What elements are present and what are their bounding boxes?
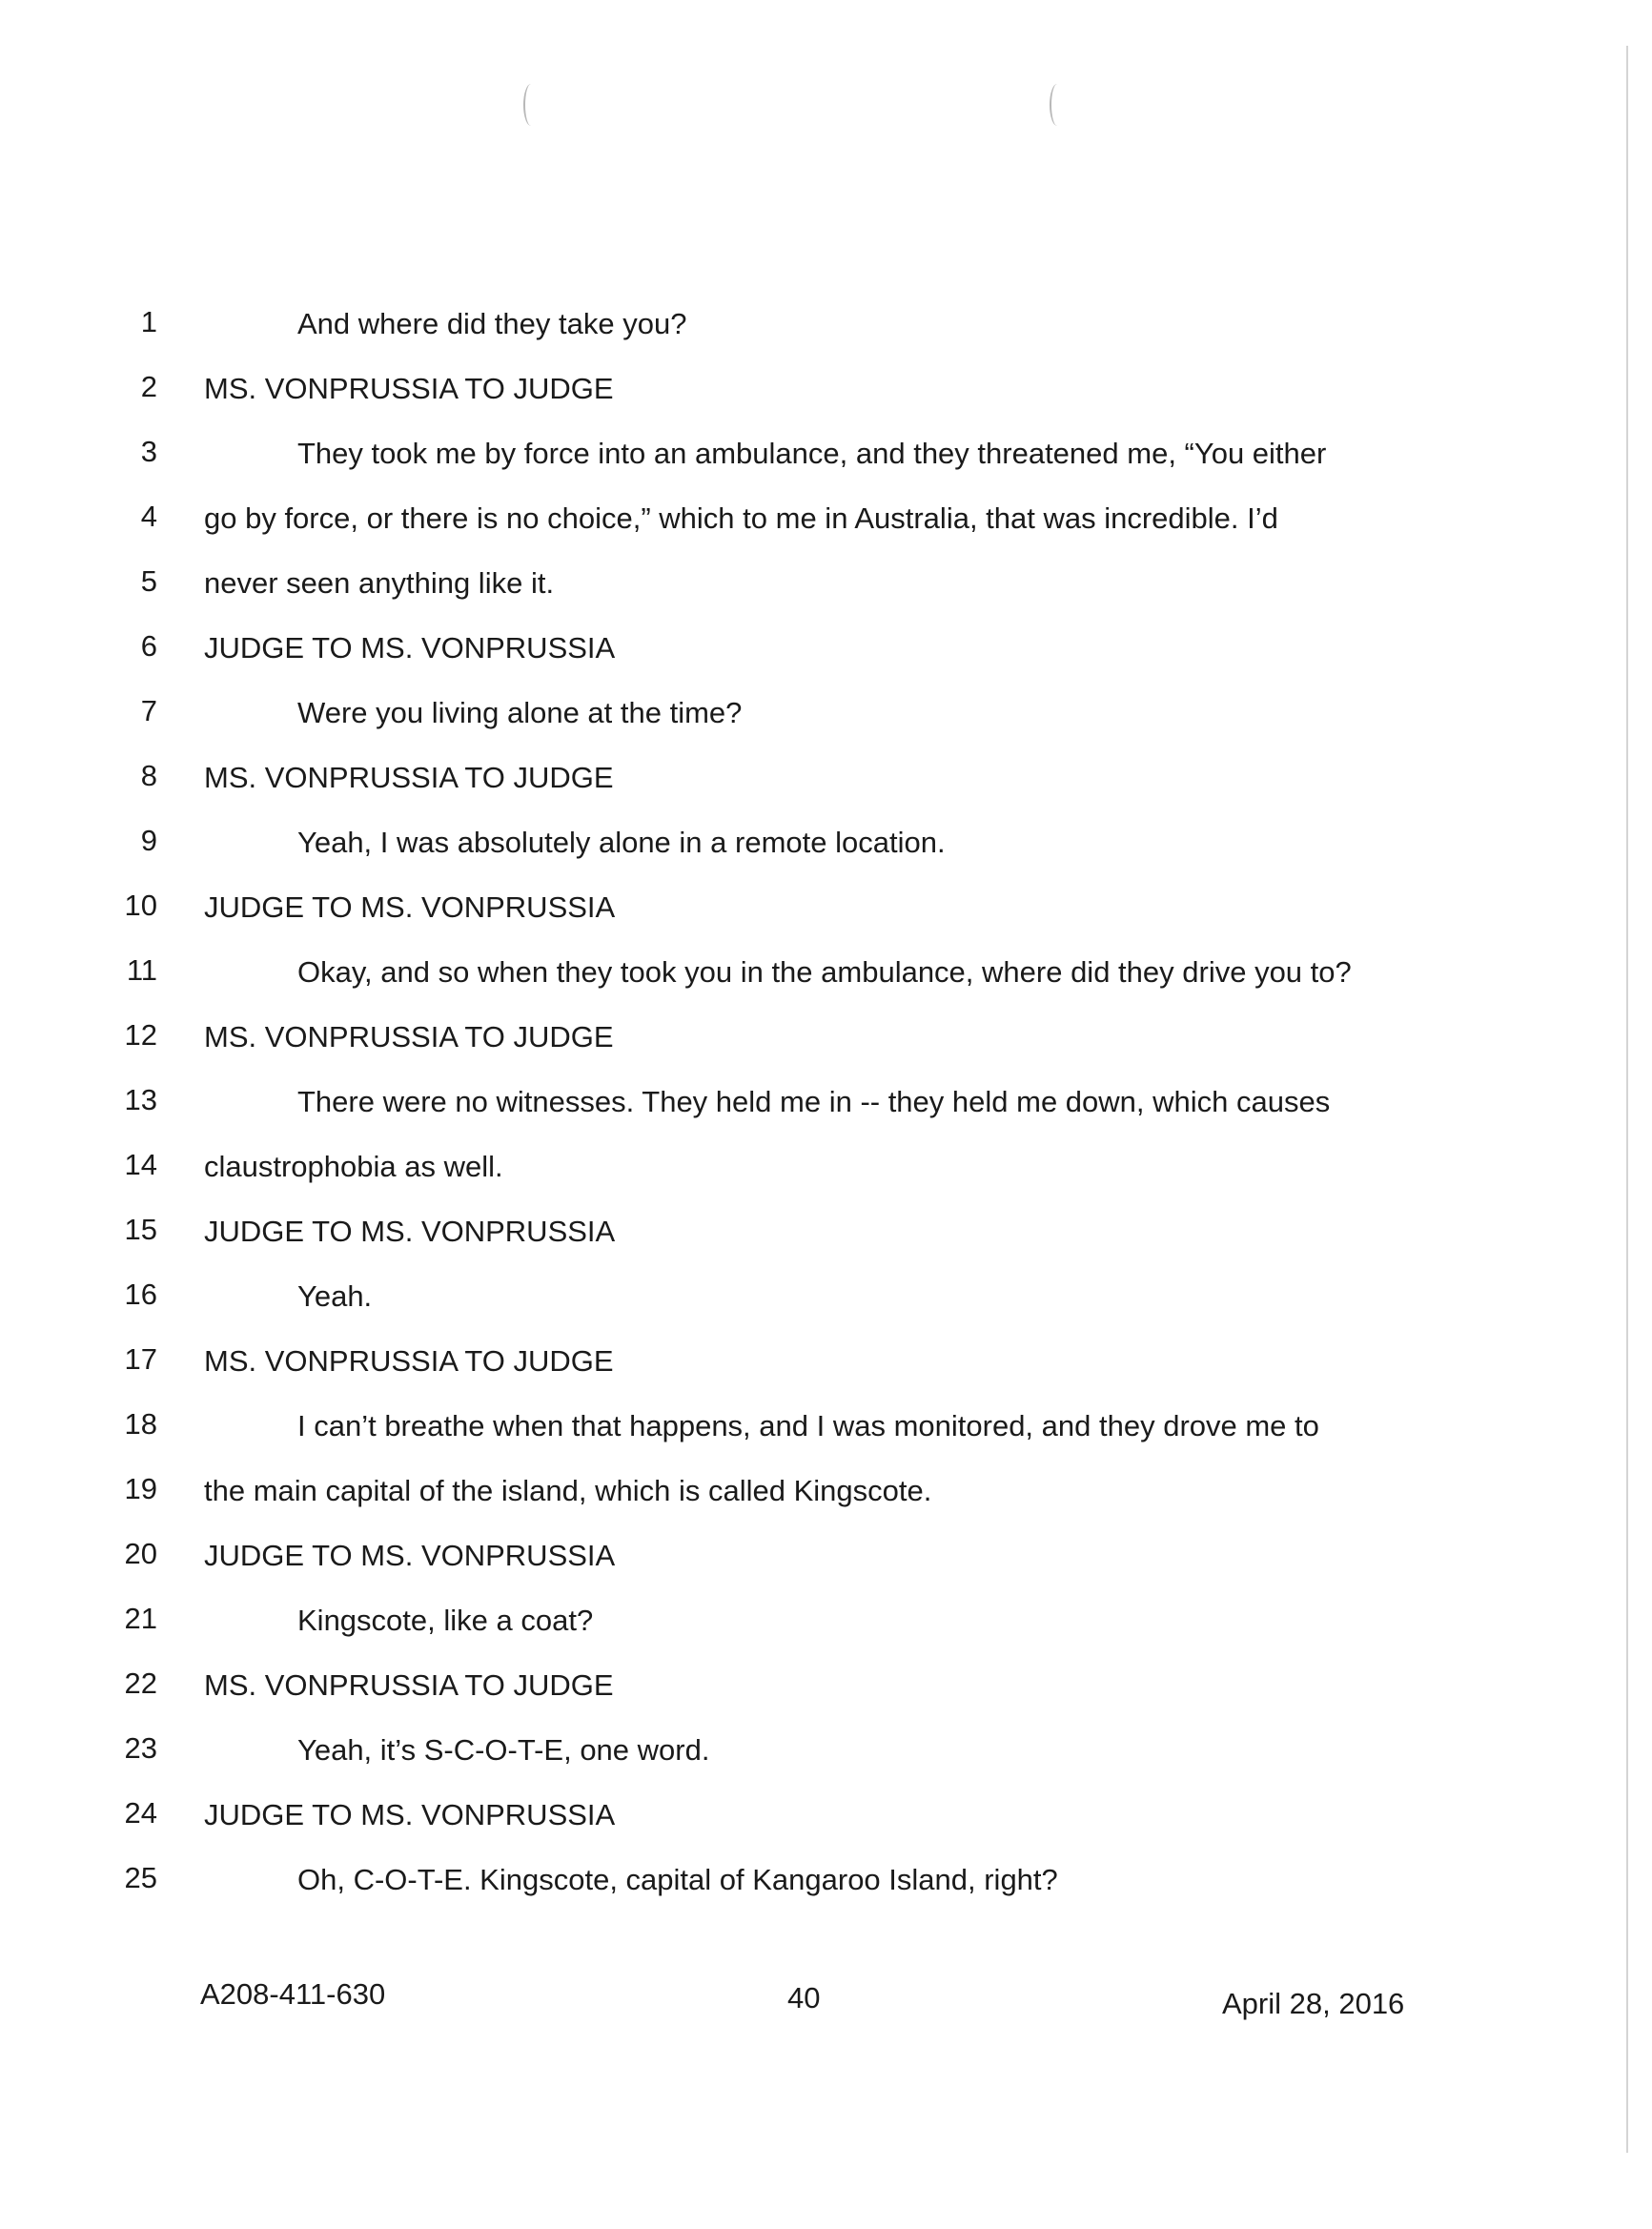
line-text: MS. VONPRUSSIA TO JUDGE [204, 761, 614, 794]
line-number: 21 [124, 1602, 157, 1635]
line-text: Yeah, it’s S-C-O-T-E, one word. [297, 1733, 710, 1767]
line-text: There were no witnesses. They held me in -- they held me down, which causes [297, 1085, 1331, 1118]
line-number: 1 [140, 305, 157, 338]
line-number: 5 [140, 564, 157, 598]
line-number: 11 [126, 953, 157, 987]
hole-punch-mark [523, 84, 539, 126]
transcript-line [0, 303, 1652, 368]
hole-punch-mark [1050, 84, 1065, 126]
line-number: 17 [124, 1342, 157, 1376]
page-number: 40 [787, 1981, 821, 2014]
line-text: I can’t breathe when that happens, and I was monitored, and they drove me to [297, 1409, 1319, 1442]
transcript-line [0, 1535, 1652, 1600]
transcript-line [0, 951, 1652, 1016]
case-number: A208-411-630 [200, 1977, 386, 2011]
line-text: MS. VONPRUSSIA TO JUDGE [204, 1344, 614, 1378]
transcript-line [0, 627, 1652, 692]
line-text: MS. VONPRUSSIA TO JUDGE [204, 1020, 614, 1053]
transcript-line [0, 498, 1652, 562]
line-number: 4 [140, 500, 157, 533]
transcript-line [0, 368, 1652, 433]
hearing-date: April 28, 2016 [1222, 1987, 1405, 2020]
line-text: And where did they take you? [297, 307, 687, 340]
transcript-line [0, 1276, 1652, 1340]
transcript-line [0, 1405, 1652, 1470]
transcript-line [0, 433, 1652, 498]
line-number: 12 [124, 1018, 157, 1052]
line-text: Okay, and so when they took you in the ambulance, where did they drive you to? [297, 955, 1352, 989]
line-text: Yeah. [297, 1279, 373, 1313]
line-text: JUDGE TO MS. VONPRUSSIA [204, 1798, 616, 1831]
line-number: 24 [124, 1796, 157, 1830]
line-text: Oh, C-O-T-E. Kingscote, capital of Kangaroo Island, right? [297, 1863, 1058, 1896]
transcript-line [0, 1600, 1652, 1665]
transcript-line [0, 1665, 1652, 1729]
transcript-line [0, 1340, 1652, 1405]
line-text: the main capital of the island, which is called Kingscote. [204, 1474, 932, 1507]
line-number: 10 [124, 889, 157, 922]
page-footer [0, 1977, 1652, 2025]
line-number: 9 [140, 824, 157, 857]
line-number: 15 [124, 1213, 157, 1246]
transcript-line [0, 822, 1652, 887]
line-number: 13 [124, 1083, 157, 1116]
transcript-line [0, 1729, 1652, 1794]
line-text: MS. VONPRUSSIA TO JUDGE [204, 1668, 614, 1702]
line-text: claustrophobia as well. [204, 1150, 503, 1183]
transcript-line [0, 692, 1652, 757]
line-text: go by force, or there is no choice,” which to me in Australia, that was incredible. I’d [204, 501, 1278, 535]
transcript-line [0, 1081, 1652, 1146]
line-number: 7 [140, 694, 157, 727]
transcript-body [0, 303, 1652, 1924]
transcript-line [0, 1016, 1652, 1081]
line-text: JUDGE TO MS. VONPRUSSIA [204, 890, 616, 924]
transcript-line [0, 887, 1652, 951]
line-text: They took me by force into an ambulance, and they threatened me, “You either [297, 437, 1327, 470]
transcript-line [0, 1794, 1652, 1859]
line-number: 16 [124, 1278, 157, 1311]
transcript-line [0, 1470, 1652, 1535]
line-text: Kingscote, like a coat? [297, 1604, 594, 1637]
transcript-line [0, 757, 1652, 822]
line-number: 6 [140, 629, 157, 663]
transcript-line [0, 1211, 1652, 1276]
line-text: Yeah, I was absolutely alone in a remote location. [297, 826, 946, 859]
line-text: JUDGE TO MS. VONPRUSSIA [204, 1539, 616, 1572]
line-number: 19 [124, 1472, 157, 1505]
transcript-line [0, 562, 1652, 627]
line-text: JUDGE TO MS. VONPRUSSIA [204, 1215, 616, 1248]
line-number: 3 [140, 435, 157, 468]
line-number: 8 [140, 759, 157, 792]
line-number: 18 [124, 1407, 157, 1441]
line-number: 25 [124, 1861, 157, 1894]
line-number: 22 [124, 1667, 157, 1700]
line-number: 14 [124, 1148, 157, 1181]
line-text: Were you living alone at the time? [297, 696, 743, 729]
line-text: never seen anything like it. [204, 566, 555, 600]
transcript-line [0, 1146, 1652, 1211]
line-number: 20 [124, 1537, 157, 1570]
line-text: MS. VONPRUSSIA TO JUDGE [204, 372, 614, 405]
transcript-line [0, 1859, 1652, 1924]
line-number: 2 [140, 370, 157, 403]
line-text: JUDGE TO MS. VONPRUSSIA [204, 631, 616, 665]
line-number: 23 [124, 1731, 157, 1765]
